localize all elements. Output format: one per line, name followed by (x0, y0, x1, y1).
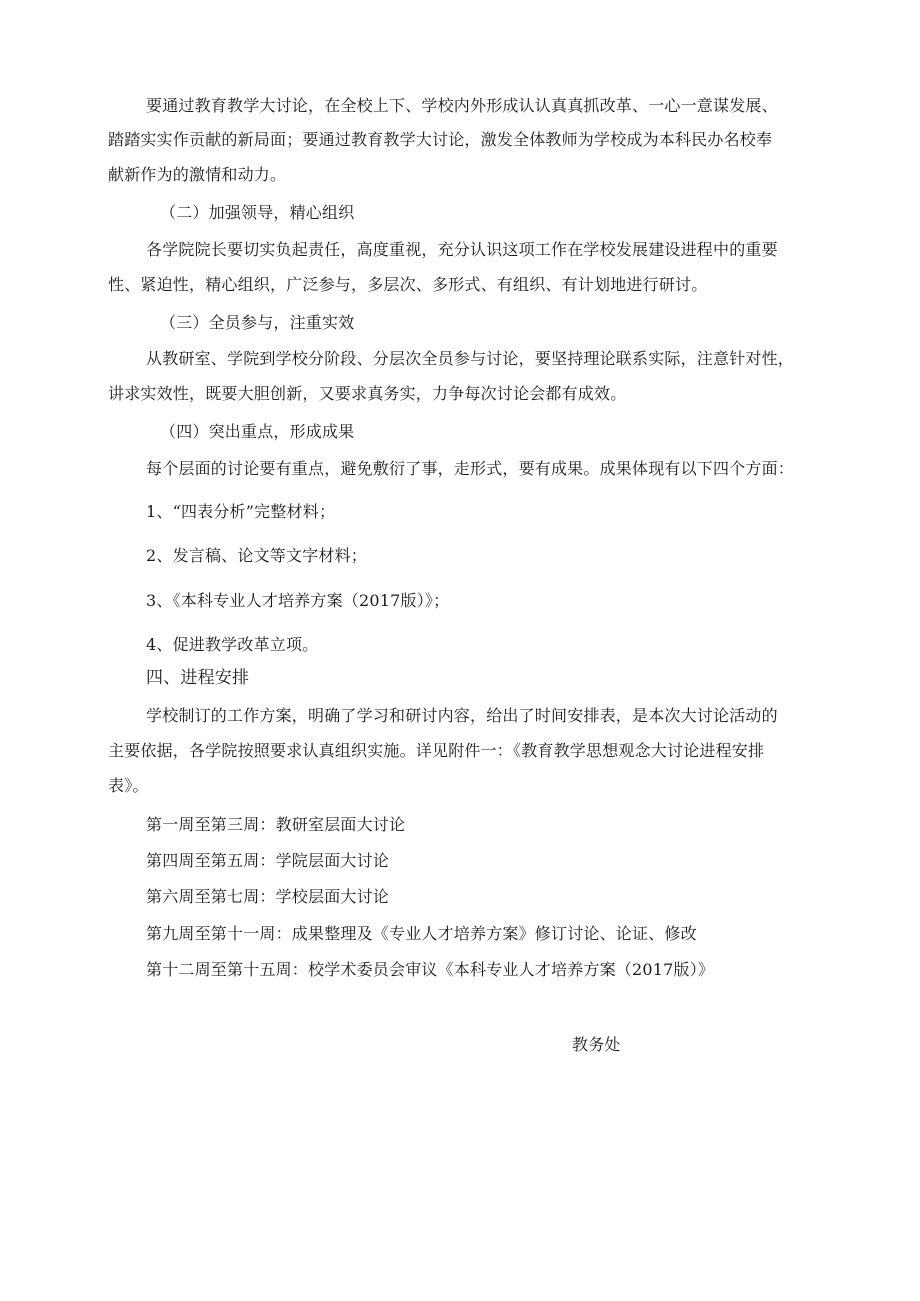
schedule-item: 第九周至第十一周：成果整理及《专业人才培养方案》修订讨论、论证、修改 (146, 924, 697, 943)
text-line: 表》。 (108, 776, 149, 795)
schedule-item: 第一周至第三周：教研室层面大讨论 (146, 815, 406, 834)
text-line: 从教研室、学院到学校分阶段、分层次全员参与讨论，要坚持理论联系实际，注意针对性， (146, 349, 795, 368)
section-heading: （二）加强领导，精心组织 (160, 203, 355, 222)
schedule-item: 第六周至第七周：学校层面大讨论 (146, 887, 390, 906)
list-item: 4、促进教学改革立项。 (146, 635, 319, 654)
schedule-item: 第四周至第五周：学院层面大讨论 (146, 851, 390, 870)
text-line: 每个层面的讨论要有重点，避免敷衍了事，走形式，要有成果。成果体现有以下四个方面： (146, 459, 795, 478)
section-heading: （四）突出重点，形成成果 (160, 422, 355, 441)
section-heading: （三）全员参与，注重实效 (160, 313, 355, 332)
text-line: 要通过教育教学大讨论，在全校上下、学校内外形成认认真真抓改革、一心一意谋发展、 (146, 96, 778, 115)
list-item: 3、《本科专业人才培养方案（2017版）》； (146, 591, 450, 610)
text-line: 性、紧迫性，精心组织，广泛参与，多层次、多形式、有组织、有计划地进行研讨。 (108, 275, 708, 294)
section-title: 四、进程安排 (146, 668, 250, 688)
text-line: 献新作为的激情和动力。 (108, 165, 287, 184)
text-line: 讲求实效性，既要大胆创新，又要求真务实，力争每次讨论会都有成效。 (108, 384, 627, 403)
signature-department: 教务处 (572, 1035, 621, 1054)
schedule-item: 第十二周至第十五周：校学术委员会审议《本科专业人才培养方案（2017版）》 (146, 960, 715, 979)
text-line: 主要依据，各学院按照要求认真组织实施。详见附件一：《教育教学思想观念大讨论进程安排 (108, 741, 765, 760)
text-line: 踏踏实实作贡献的新局面；要通过教育教学大讨论，激发全体教师为学校成为本科民办名校奉 (108, 130, 773, 149)
text-line: 学校制订的工作方案，明确了学习和研讨内容，给出了时间安排表，是本次大讨论活动的 (146, 706, 778, 725)
text-line: 各学院院长要切实负起责任，高度重视，充分认识这项工作在学校发展建设进程中的重要 (146, 240, 778, 259)
list-item: 2、发言稿、论文等文字材料； (146, 546, 367, 565)
list-item: 1、“四表分析”完整材料； (146, 502, 336, 521)
